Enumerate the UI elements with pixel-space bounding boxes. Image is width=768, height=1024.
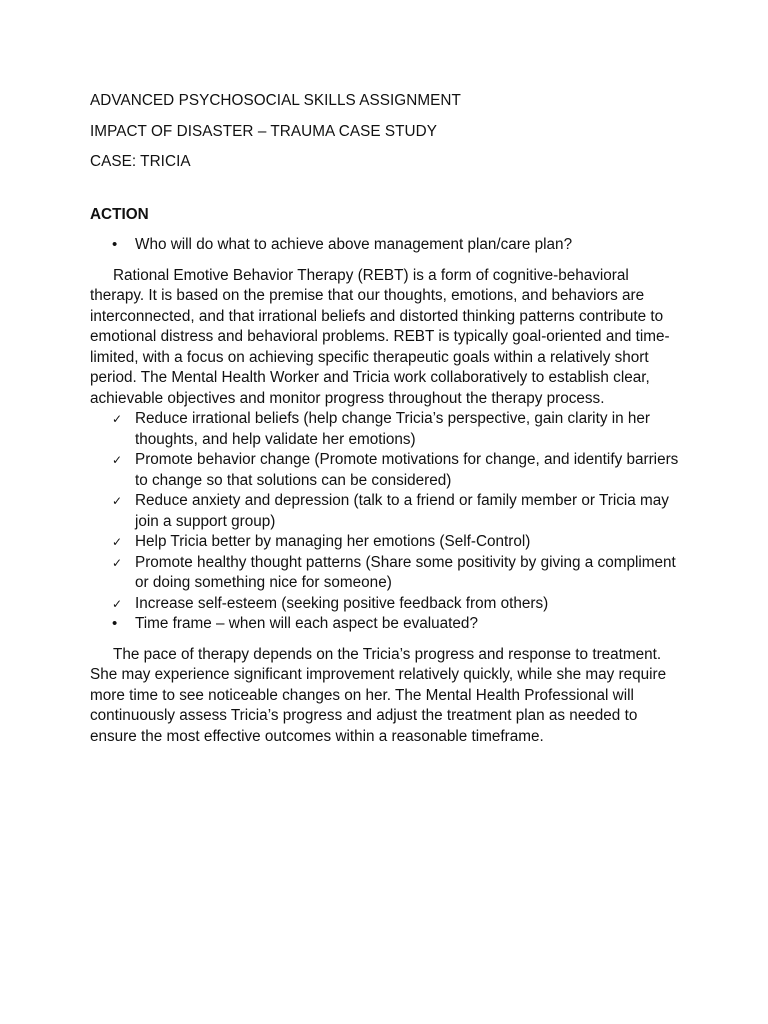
timeframe-paragraph: The pace of therapy depends on the Tricia’s progress and response to treatment. She may experience significant improvement relatively quickly, while she may require more time to see noticeable changes on her. The Mental Health Professional will continuously assess Tricia’s progress and adjust the treatment plan as needed to ensure the most effective outcomes within a reasonable timeframe. bbox=[90, 645, 667, 745]
rebt-paragraph: Rational Emotive Behavior Therapy (REBT) is a form of cognitive-behavioral therapy. It is based on the premise that our thoughts, emotions, and behaviors are interconnected, and that irrational beliefs and distorted thinking patterns contribute to emotional distress and behavioral problems. REBT is typically goal-oriented and time-limited, with a focus on achieving specific therapeutic goals within a relatively short period. The Mental Health Worker and Tricia work collaboratively to establish clear, achievable objectives and monitor progress throughout the therapy process. bbox=[90, 266, 670, 407]
checklist-item bbox=[90, 553, 680, 594]
assignment-title: ADVANCED PSYCHOSOCIAL SKILLS ASSIGNMENT bbox=[90, 92, 461, 109]
check-icon: ✓ bbox=[112, 555, 123, 570]
checklist-item-text: Promote behavior change (Promote motivations for change, and identify barriers to change so that solutions can be considered) bbox=[135, 451, 679, 489]
case-name: CASE: TRICIA bbox=[90, 153, 191, 170]
document-page bbox=[90, 91, 680, 747]
bullet-text: Who will do what to achieve above management plan/care plan? bbox=[135, 236, 573, 253]
list-item bbox=[90, 235, 680, 256]
checklist-item bbox=[90, 491, 680, 532]
assignment-subtitle: IMPACT OF DISASTER – TRAUMA CASE STUDY bbox=[90, 122, 437, 140]
check-icon: ✓ bbox=[112, 453, 123, 467]
check-icon: ✓ bbox=[112, 535, 123, 549]
check-icon: ✓ bbox=[112, 596, 123, 611]
section-heading-action: ACTION bbox=[90, 205, 149, 223]
bullet-text: Time frame – when will each aspect be evaluated? bbox=[135, 615, 478, 632]
bullet-list bbox=[90, 614, 680, 635]
checklist-item bbox=[90, 594, 680, 615]
checklist-item-text: Help Tricia better by managing her emotions (Self-Control) bbox=[135, 533, 531, 550]
bullet-icon: • bbox=[112, 615, 118, 632]
checklist-goals-extra bbox=[90, 553, 680, 615]
checklist-goals bbox=[90, 409, 680, 553]
checklist-item-text: Reduce irrational beliefs (help change Tricia’s perspective, gain clarity in her thoughts, and help validate her emotions) bbox=[135, 410, 650, 448]
bullet-icon: • bbox=[112, 236, 118, 253]
bullet-list bbox=[90, 235, 680, 256]
checklist-item bbox=[90, 532, 680, 553]
checklist-item bbox=[90, 409, 680, 450]
check-icon: ✓ bbox=[112, 494, 123, 508]
check-icon: ✓ bbox=[112, 412, 123, 426]
checklist-item-text: Increase self-esteem (seeking positive feedback from others) bbox=[135, 594, 549, 612]
checklist-item bbox=[90, 450, 680, 491]
list-item bbox=[90, 614, 680, 635]
checklist-item-text: Promote healthy thought patterns (Share some positivity by giving a compliment or doing something nice for someone) bbox=[135, 553, 676, 591]
checklist-item-text: Reduce anxiety and depression (talk to a friend or family member or Tricia may join a support group) bbox=[135, 492, 669, 530]
